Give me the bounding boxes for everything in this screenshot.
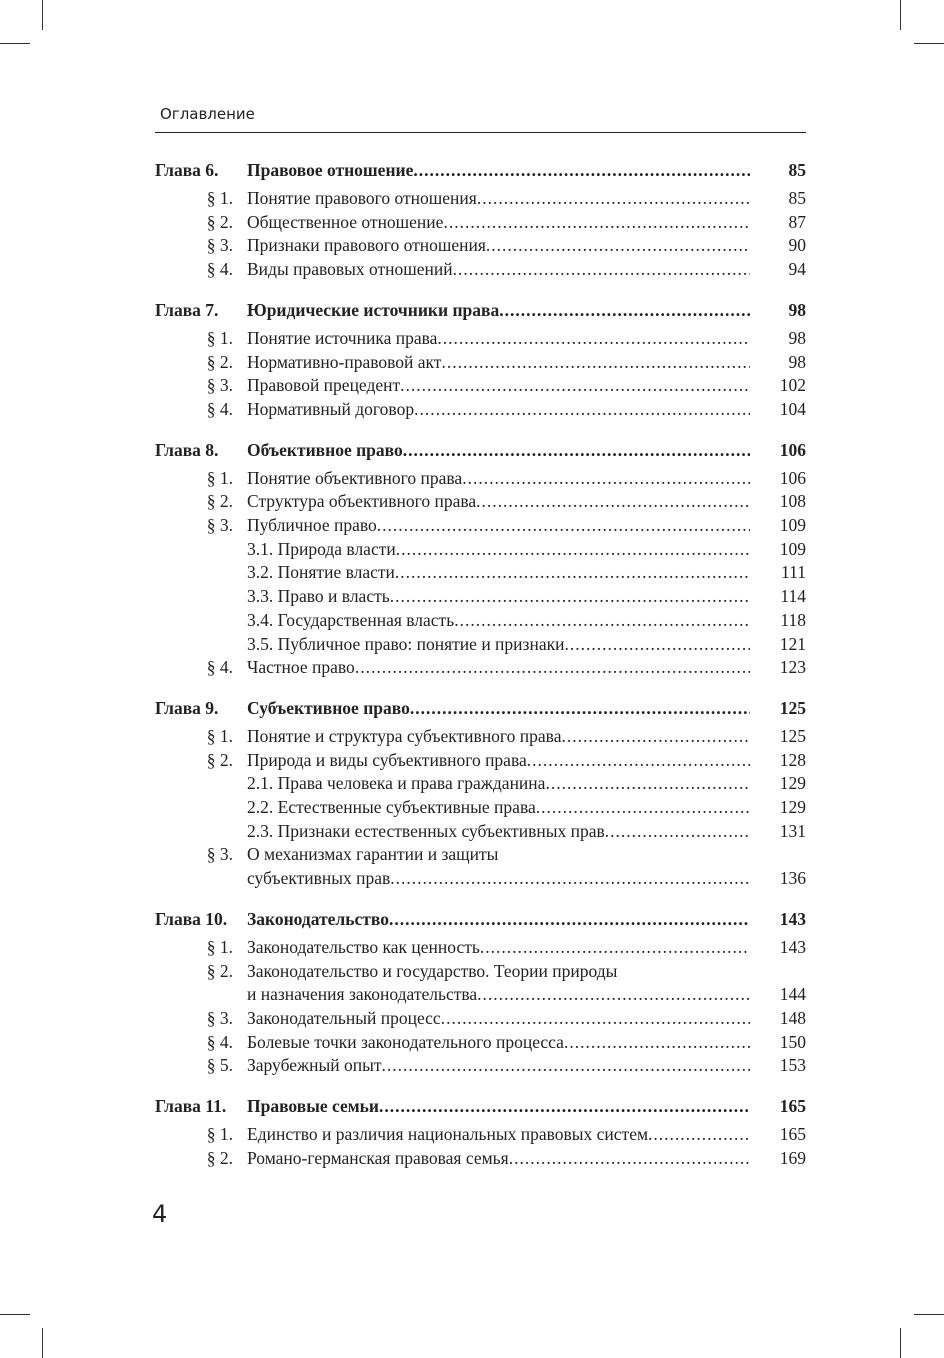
entry-title-wrap [247,796,750,820]
leader-dots [396,538,750,562]
toc-chapter-heading[interactable] [155,907,806,931]
leader-dots [414,398,750,422]
leader-dots [454,609,750,633]
entry-title: Признаки правового отношения [247,235,486,256]
entry-title: 3.5. Публичное право: понятие и признаки [247,633,565,654]
entry-page: 125 [779,725,806,746]
entry-title-wrap [247,936,750,960]
toc-chapter-heading[interactable] [155,158,806,182]
entry-title: 2.1. Права человека и права гражданина [247,773,546,794]
section-number: § 4. [206,657,233,678]
section-number: § 3. [206,375,233,396]
section-number: § 1. [206,188,233,208]
leader-dots [605,820,750,844]
entry-page: 131 [779,820,806,841]
entry-title: 2.2. Естественные субъективные права [247,797,536,818]
chapter-title: Субъективное право [247,697,410,718]
entry-title-wrap [247,843,750,867]
leader-dots [486,234,750,258]
toc-entry[interactable] [155,258,806,282]
entry-page: 98 [788,327,806,348]
entry-title: 3.3. Право и власть [247,586,390,607]
crop-mark [42,0,43,30]
leader-dots [545,772,750,796]
chapter-page: 125 [779,697,806,718]
toc-entry[interactable] [155,960,806,984]
entry-title: Нормативно-правовой акт [247,351,442,372]
leader-dots [382,1054,751,1078]
entry-page: 148 [779,1007,806,1028]
toc-entry[interactable] [155,772,806,796]
entry-title-wrap [247,351,750,375]
entry-title-wrap [247,514,750,538]
leader-dots [395,561,750,585]
entry-title-wrap [247,633,750,657]
entry-title-wrap [247,211,750,235]
entry-title: Частное право [247,657,355,678]
crop-mark [900,0,901,30]
toc-chapter [155,158,806,282]
entry-title-wrap [247,234,750,258]
leader-dots [564,1031,750,1055]
leader-dots [413,158,750,182]
crop-mark [914,1314,944,1315]
entry-title: Болевые точки законодательного процесса [247,1031,564,1052]
entry-title: Нормативный договор [247,398,415,419]
entry-title-wrap [247,398,750,422]
running-header: Оглавление [160,105,255,123]
toc-entry[interactable] [155,820,806,844]
entry-title-wrap [247,772,750,796]
section-number: § 5. [206,1055,233,1076]
entry-title: Понятие объективного права [247,467,463,488]
toc-entry[interactable] [155,843,806,867]
entry-title-wrap [247,490,750,514]
toc-entry[interactable] [155,561,806,585]
toc-entry[interactable] [155,490,806,514]
entry-title: Правовой прецедент [247,375,401,396]
chapter-page: 98 [788,299,806,320]
toc-chapter [155,1094,806,1170]
leader-dots [441,351,750,375]
toc-entry[interactable] [155,1147,806,1171]
entry-page: 118 [780,609,806,630]
leader-dots [453,258,750,282]
toc-entry[interactable] [155,538,806,562]
entry-title-wrap [247,374,750,398]
section-number: § 2. [206,1147,233,1168]
chapter-label: Глава 10. [155,908,228,929]
entry-title: Понятие источника права [247,327,438,348]
toc-entry[interactable] [155,1031,806,1055]
chapter-title-wrap [247,298,750,322]
leader-dots [355,656,750,680]
chapter-title-wrap [247,158,750,182]
leader-dots [437,327,750,351]
entry-title-wrap [247,725,750,749]
entry-page: 109 [779,538,806,559]
chapter-title-wrap [247,438,750,462]
entry-title: 2.3. Признаки естественных субъективных прав [247,820,605,841]
chapter-page: 143 [779,908,806,929]
entry-page: 106 [779,467,806,488]
toc-entry[interactable] [155,211,806,235]
leader-dots [477,187,750,211]
section-number: § 1. [206,327,233,348]
section-number: § 3. [206,1007,233,1028]
chapter-title: Объективное право [247,439,403,460]
entry-title: Общественное отношение [247,211,444,232]
toc-chapter-heading[interactable] [155,298,806,322]
entry-page: 150 [779,1031,806,1052]
section-number: § 2. [206,749,233,770]
entry-title: Законодательный процесс [247,1007,441,1028]
entry-page: 121 [779,633,806,654]
entry-page: 108 [779,491,806,512]
entry-page: 128 [779,749,806,770]
toc-entry[interactable] [155,374,806,398]
leader-dots [536,796,750,820]
toc-chapter [155,298,806,422]
entry-title-wrap [247,867,750,891]
entry-title: Единство и различия национальных правовых систем [247,1124,649,1145]
entry-page: 90 [788,235,806,256]
toc-entry[interactable] [155,867,806,891]
section-number: § 3. [206,844,233,865]
entry-title-wrap [247,960,750,984]
entry-page: 104 [779,398,806,419]
section-number: § 1. [206,1124,233,1145]
entry-page: 87 [788,211,806,232]
entry-title: Природа и виды субъективного права [247,749,527,770]
toc-entry[interactable] [155,725,806,749]
chapter-title: Правовое отношение [247,160,414,180]
toc-chapter [155,696,806,891]
section-number: § 3. [206,515,233,536]
entry-title: Понятие правового отношения [247,188,477,208]
toc-chapter-heading[interactable] [155,438,806,462]
section-number: § 4. [206,398,233,419]
chapter-label: Глава 11. [155,1096,227,1117]
entry-title-wrap [247,1147,750,1171]
entry-title: 3.2. Понятие власти [247,562,395,583]
leader-dots [400,374,750,398]
toc-chapter-heading[interactable] [155,1094,806,1118]
toc-entry[interactable] [155,514,806,538]
toc-entry[interactable] [155,796,806,820]
page-number: 4 [152,1200,168,1228]
entry-page: 111 [781,562,806,583]
toc-entry[interactable] [155,1007,806,1031]
entry-page: 94 [788,259,806,280]
chapter-label: Глава 9. [155,697,219,718]
entry-title-wrap [247,467,750,491]
entry-title: Романо-германская правовая семья [247,1147,509,1168]
entry-page: 129 [779,773,806,794]
chapter-title-wrap [247,907,750,931]
leader-dots [509,1147,750,1171]
chapter-label: Глава 7. [155,299,219,320]
crop-mark [42,1328,43,1358]
leader-dots [403,438,750,462]
toc-entry[interactable] [155,467,806,491]
section-number: § 2. [206,211,233,232]
leader-dots [410,696,750,720]
entry-title: О механизмах гарантии и защиты [247,844,499,865]
entry-page: 136 [779,868,806,889]
entry-page: 109 [779,515,806,536]
entry-title: Понятие и структура субъективного права [247,725,562,746]
table-of-contents [155,158,806,1187]
toc-entry[interactable] [155,585,806,609]
chapter-title-wrap [247,696,750,720]
section-number: § 4. [206,259,233,280]
toc-entry[interactable] [155,327,806,351]
entry-page: 114 [780,586,806,607]
entry-title-wrap [247,1054,750,1078]
leader-dots [561,725,750,749]
entry-title-wrap [247,187,750,211]
section-number: § 2. [206,960,233,981]
chapter-page: 165 [779,1096,806,1117]
entry-title: Законодательство как ценность [247,936,480,957]
crop-mark [914,43,944,44]
chapter-title-wrap [247,1094,750,1118]
entry-page: 123 [779,657,806,678]
entry-title: Виды правовых отношений [247,259,453,280]
leader-dots [443,211,750,235]
toc-entry[interactable] [155,1054,806,1078]
crop-mark [0,43,30,44]
entry-title-wrap [247,538,750,562]
section-number: § 4. [206,1031,233,1052]
entry-page: 169 [779,1147,806,1168]
entry-title: субъективных прав [247,868,391,889]
section-number: § 1. [206,467,233,488]
entry-title: 3.4. Государственная власть [247,609,455,630]
entry-title-wrap [247,258,750,282]
toc-entry[interactable] [155,983,806,1007]
toc-entry[interactable] [155,609,806,633]
leader-dots [527,749,750,773]
chapter-title: Правовые семьи [247,1096,380,1117]
leader-dots [379,1094,750,1118]
toc-entry[interactable] [155,936,806,960]
leader-dots [389,907,750,931]
entry-title-wrap [247,1031,750,1055]
entry-title-wrap [247,585,750,609]
entry-page: 98 [788,351,806,372]
toc-entry[interactable] [155,351,806,375]
entry-page: 129 [779,797,806,818]
chapter-title: Законодательство [247,908,389,929]
leader-dots [462,467,750,491]
leader-dots [480,936,750,960]
entry-title-wrap [247,609,750,633]
entry-page: 144 [779,984,806,1005]
entry-title-wrap [247,327,750,351]
entry-title: Публичное право [247,515,377,536]
chapter-page: 85 [788,160,806,180]
chapter-label: Глава 8. [155,439,219,460]
leader-dots [377,514,750,538]
toc-entry[interactable] [155,187,806,211]
entry-page: 85 [788,188,806,208]
leader-dots [499,298,750,322]
toc-chapter-heading[interactable] [155,696,806,720]
entry-title: Законодательство и государство. Теории природы [247,960,618,981]
toc-entry[interactable] [155,633,806,657]
entry-title: Структура объективного права [247,491,477,512]
entry-title-wrap [247,1007,750,1031]
toc-entry[interactable] [155,749,806,773]
entry-title-wrap [247,983,750,1007]
entry-title: 3.1. Природа власти [247,538,396,559]
leader-dots [390,867,750,891]
entry-title-wrap [247,749,750,773]
entry-title: и назначения законодательства [247,984,478,1005]
leader-dots [476,490,750,514]
leader-dots [441,1007,750,1031]
toc-entry[interactable] [155,1123,806,1147]
toc-entry[interactable] [155,398,806,422]
crop-mark [0,1314,30,1315]
entry-page: 165 [779,1124,806,1145]
chapter-label: Глава 6. [155,160,219,180]
toc-entry[interactable] [155,656,806,680]
section-number: § 2. [206,351,233,372]
header-rule [155,132,806,133]
chapter-title: Юридические источники права [247,299,500,320]
leader-dots [477,983,750,1007]
leader-dots [564,633,750,657]
entry-title-wrap [247,656,750,680]
toc-chapter [155,438,806,680]
entry-title-wrap [247,561,750,585]
entry-page: 102 [779,375,806,396]
entry-title-wrap [247,1123,750,1147]
entry-page: 153 [779,1055,806,1076]
entry-title-wrap [247,820,750,844]
section-number: § 3. [206,235,233,256]
crop-mark [900,1328,901,1358]
chapter-page: 106 [779,439,806,460]
entry-page: 143 [779,936,806,957]
leader-dots [390,585,750,609]
section-number: § 2. [206,491,233,512]
entry-title: Зарубежный опыт [247,1055,382,1076]
section-number: § 1. [206,936,233,957]
section-number: § 1. [206,725,233,746]
toc-chapter [155,907,806,1078]
leader-dots [648,1123,750,1147]
toc-entry[interactable] [155,234,806,258]
